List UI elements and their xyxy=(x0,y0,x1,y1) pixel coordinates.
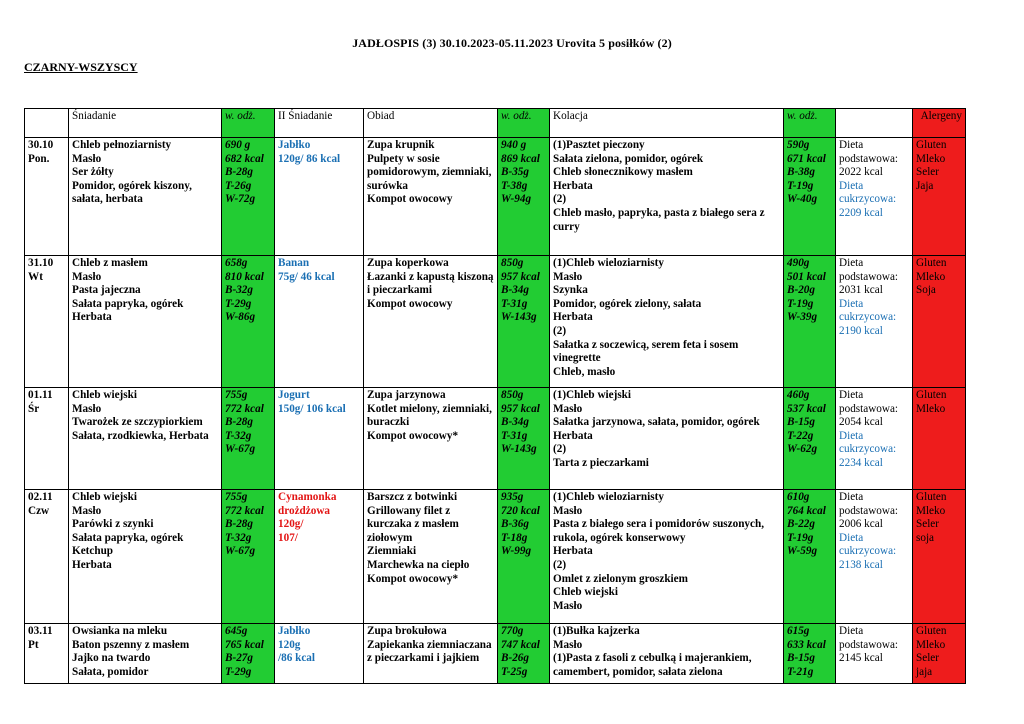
cell-line: Herbata xyxy=(553,179,593,192)
cell-line: 2209 kcal xyxy=(839,206,883,219)
cell-line: T-26g xyxy=(225,179,252,192)
cell-line: 633 kcal xyxy=(787,638,826,651)
cell-line: B-20g xyxy=(787,284,815,297)
cell-line: Pt xyxy=(28,638,39,651)
cell-line: T-29g xyxy=(225,665,252,678)
cell-line: 2031 kcal xyxy=(839,284,883,297)
cell-line: Masło xyxy=(72,270,102,283)
cell-line: (2) xyxy=(553,193,567,206)
cell-line: 770g xyxy=(501,625,524,637)
cell-line: 120g/ 86 kcal xyxy=(278,152,341,165)
cell-line: T-18g xyxy=(501,531,528,544)
lunch-cell xyxy=(364,388,498,490)
values-cell-1 xyxy=(222,490,275,624)
cell-line: Zupa brokułowa xyxy=(367,625,447,637)
cell-line: Jabłko xyxy=(278,139,311,151)
cell-line: /86 kcal xyxy=(278,652,315,665)
cell-line: 75g/ 46 kcal xyxy=(278,270,335,283)
header-values-1: w. odż. xyxy=(222,109,275,138)
cell-line: 755g xyxy=(225,491,248,503)
cell-line: Kompot owocowy* xyxy=(367,429,459,442)
cell-line: Chleb słonecznikowy masłem xyxy=(553,166,693,179)
cell-line: Jogurt xyxy=(278,389,310,401)
cell-line: 645g xyxy=(225,625,248,637)
cell-line: W-67g xyxy=(225,545,256,558)
cell-line: 720 kcal xyxy=(501,504,540,517)
cell-line: B-28g xyxy=(225,166,253,179)
cell-line: 2006 kcal xyxy=(839,518,883,531)
cell-line: Kompot owocowy xyxy=(367,297,453,310)
cell-line: Tarta z pieczarkami xyxy=(553,456,649,469)
cell-line: T-31g xyxy=(501,429,528,442)
cell-line: Chleb z masłem xyxy=(72,257,148,269)
lunch-cell xyxy=(364,256,498,388)
cell-line: Barszcz z botwinki xyxy=(367,491,458,503)
cell-line: Baton pszenny z masłem xyxy=(72,638,190,651)
values-cell-3 xyxy=(784,138,836,256)
diet-cell xyxy=(836,624,913,684)
breakfast-cell xyxy=(69,138,222,256)
cell-line: 772 kcal xyxy=(225,402,264,415)
cell-line: Masło xyxy=(72,504,102,517)
cell-line: Pomidor, ogórek kiszony, sałata, herbata xyxy=(72,179,195,206)
cell-line: Owsianka na mleku xyxy=(72,625,168,637)
cell-line: Gluten xyxy=(916,257,947,269)
day-cell xyxy=(25,388,69,490)
cell-line: 850g xyxy=(501,389,524,401)
cell-line: Cynamonka drożdżowa xyxy=(278,491,340,517)
allergens-cell xyxy=(913,256,966,388)
cell-line: Jaja xyxy=(916,179,934,192)
cell-line: 2145 kcal xyxy=(839,652,883,665)
cell-line: W-40g xyxy=(787,193,818,206)
cell-line: Twarożek ze szczypiorkiem xyxy=(72,416,203,429)
cell-line: Sałata, rzodkiewka, Herbata xyxy=(72,429,209,442)
cell-line: 610g xyxy=(787,491,810,503)
cell-line: W-99g xyxy=(501,545,532,558)
header-row xyxy=(25,109,966,138)
allergens-cell xyxy=(913,490,966,624)
values-cell-1 xyxy=(222,256,275,388)
second-breakfast-cell xyxy=(275,490,364,624)
cell-line: 850g xyxy=(501,257,524,269)
cell-line: 30.10 xyxy=(28,139,54,151)
cell-line: T-29g xyxy=(225,297,252,310)
cell-line: T-19g xyxy=(787,179,814,192)
allergens-cell xyxy=(913,138,966,256)
cell-line: W-67g xyxy=(225,443,256,456)
cell-line: 940 g xyxy=(501,139,527,151)
cell-line: 03.11 xyxy=(28,625,53,637)
cell-line: 2138 kcal xyxy=(839,558,883,571)
cell-line: Jajko na twardo xyxy=(72,652,151,665)
cell-line: (1)Chleb wieloziarnisty xyxy=(553,257,664,269)
values-cell-1 xyxy=(222,138,275,256)
cell-line: 957 kcal xyxy=(501,402,540,415)
dinner-cell xyxy=(550,388,784,490)
cell-line: 765 kcal xyxy=(225,638,264,651)
cell-line: Zupa koperkowa xyxy=(367,257,449,269)
values-cell-2 xyxy=(498,138,550,256)
breakfast-cell xyxy=(69,490,222,624)
header-dinner: Kolacja xyxy=(550,109,784,138)
cell-line: 31.10 xyxy=(28,257,54,269)
cell-line: (1)Pasztet pieczony xyxy=(553,139,645,151)
cell-line: 2190 kcal xyxy=(839,324,883,337)
day-cell xyxy=(25,138,69,256)
cell-line: B-15g xyxy=(787,652,815,665)
cell-line: Gluten xyxy=(916,139,947,151)
cell-line: 810 kcal xyxy=(225,270,264,283)
cell-line: Wt xyxy=(28,270,43,283)
cell-line: T-32g xyxy=(225,531,252,544)
cell-line: 682 kcal xyxy=(225,152,264,165)
dinner-cell xyxy=(550,490,784,624)
cell-line: 2054 kcal xyxy=(839,416,883,429)
cell-line: T-22g xyxy=(787,429,814,442)
cell-line: Jabłko xyxy=(278,625,311,637)
cell-line: Parówki z szynki xyxy=(72,518,154,531)
cell-line: Masło xyxy=(72,152,102,165)
cell-line: W-39g xyxy=(787,311,818,324)
values-cell-3 xyxy=(784,490,836,624)
lunch-cell xyxy=(364,138,498,256)
cell-line: 690 g xyxy=(225,139,251,151)
cell-line: W-62g xyxy=(787,443,818,456)
cell-line: B-15g xyxy=(787,416,815,429)
cell-line: Ketchup xyxy=(72,545,114,558)
cell-line: T-31g xyxy=(501,297,528,310)
table-row xyxy=(25,138,966,256)
cell-line: Mleko xyxy=(916,270,946,283)
cell-line: (1)Chleb wieloziarnisty xyxy=(553,491,664,503)
cell-line: T-38g xyxy=(501,179,528,192)
cell-line: Masło xyxy=(553,599,583,612)
cell-line: W-72g xyxy=(225,193,256,206)
diet-cell xyxy=(836,490,913,624)
breakfast-cell xyxy=(69,624,222,684)
cell-line: B-38g xyxy=(787,166,815,179)
cell-line: Ser żółty xyxy=(72,166,114,179)
cell-line: (2) xyxy=(553,324,567,337)
cell-line: Kompot owocowy* xyxy=(367,572,459,585)
cell-line: Pasta z białego sera i pomidorów suszonych, rukola, ogórek konserwowy xyxy=(553,518,767,544)
cell-line: Sałatka jarzynowa, sałata, pomidor, ogórek xyxy=(553,416,760,429)
cell-line: Gluten xyxy=(916,625,947,637)
cell-line: 590g xyxy=(787,139,810,151)
cell-line: 501 kcal xyxy=(787,270,826,283)
table-row xyxy=(25,256,966,388)
header-breakfast: Śniadanie xyxy=(69,109,222,138)
cell-line: Chleb wiejski xyxy=(553,586,618,599)
table-row xyxy=(25,490,966,624)
cell-line: Masło xyxy=(553,504,583,517)
cell-line: Banan xyxy=(278,257,310,269)
cell-line: 460g xyxy=(787,389,810,401)
cell-line: 2234 kcal xyxy=(839,456,883,469)
dinner-cell xyxy=(550,138,784,256)
cell-line: 764 kcal xyxy=(787,504,826,517)
table-row xyxy=(25,388,966,490)
cell-line: Mleko xyxy=(916,638,946,651)
cell-line: B-28g xyxy=(225,416,253,429)
cell-line: Mleko xyxy=(916,402,946,415)
cell-line: W-59g xyxy=(787,545,818,558)
cell-line: Mleko xyxy=(916,504,946,517)
cell-line: (1)Chleb wiejski xyxy=(553,389,632,401)
cell-line: 615g xyxy=(787,625,810,637)
cell-line: 02.11 xyxy=(28,491,53,503)
cell-line: T-19g xyxy=(787,297,814,310)
allergens-cell xyxy=(913,388,966,490)
cell-line: 537 kcal xyxy=(787,402,826,415)
cell-line: 01.11 xyxy=(28,389,53,401)
cell-line: 755g xyxy=(225,389,248,401)
cell-line: Herbata xyxy=(553,311,593,324)
values-cell-2 xyxy=(498,256,550,388)
cell-line: Łazanki z kapustą kiszoną i pieczarkami xyxy=(367,270,497,297)
values-cell-3 xyxy=(784,388,836,490)
cell-line: 957 kcal xyxy=(501,270,540,283)
day-cell xyxy=(25,490,69,624)
cell-line: W-94g xyxy=(501,193,532,206)
cell-line: Dieta cukrzycowa: xyxy=(839,297,897,324)
cell-line: Zupa krupnik xyxy=(367,139,435,151)
cell-line: Chleb, masło xyxy=(553,365,616,378)
cell-line: Seler xyxy=(916,166,939,179)
cell-line: Masło xyxy=(553,402,583,415)
lunch-cell xyxy=(364,490,498,624)
second-breakfast-cell xyxy=(275,388,364,490)
cell-line: Szynka xyxy=(553,284,588,297)
cell-line: Dieta podstawowa: xyxy=(839,257,899,283)
cell-line: Kotlet mielony, ziemniaki, buraczki xyxy=(367,402,495,429)
cell-line: B-26g xyxy=(501,652,529,665)
breakfast-cell xyxy=(69,256,222,388)
cell-line: Chleb masło, papryka, pasta z białego sera z curry xyxy=(553,206,768,233)
cell-line: Dieta cukrzycowa: xyxy=(839,531,897,558)
values-cell-2 xyxy=(498,490,550,624)
cell-line: Masło xyxy=(72,402,102,415)
cell-line: Pulpety w sosie pomidorowym, ziemniaki, surówka xyxy=(367,152,495,192)
cell-line: 869 kcal xyxy=(501,152,540,165)
header-day xyxy=(25,109,69,138)
second-breakfast-cell xyxy=(275,256,364,388)
cell-line: B-34g xyxy=(501,416,529,429)
cell-line: Omlet z zielonym groszkiem xyxy=(553,572,688,585)
cell-line: Marchewka na ciepło xyxy=(367,558,470,571)
cell-line: W-86g xyxy=(225,311,256,324)
cell-line: B-36g xyxy=(501,518,529,531)
cell-line: Gluten xyxy=(916,491,947,503)
cell-line: B-32g xyxy=(225,284,253,297)
cell-line: Dieta podstawowa: xyxy=(839,625,899,651)
cell-line: Seler xyxy=(916,652,939,665)
cell-line: 150g/ 106 kcal xyxy=(278,402,346,415)
table-row xyxy=(25,624,966,684)
cell-line: Chleb pełnoziarnisty xyxy=(72,139,172,151)
cell-line: (1)Pasta z fasoli z cebulką i majerankiem, camembert, pomidor, sałata zielona xyxy=(553,652,755,678)
diet-cell xyxy=(836,138,913,256)
values-cell-2 xyxy=(498,624,550,684)
cell-line: 107/ xyxy=(278,531,298,544)
cell-line: Śr xyxy=(28,402,40,415)
cell-line: Sałata, pomidor xyxy=(72,665,149,678)
cell-line: Herbata xyxy=(553,545,593,558)
breakfast-cell xyxy=(69,388,222,490)
cell-line: Chleb wiejski xyxy=(72,389,137,401)
cell-line: (2) xyxy=(553,558,567,571)
cell-line: soja xyxy=(916,531,935,544)
cell-line: Sałata papryka, ogórek xyxy=(72,531,184,544)
cell-line: 658g xyxy=(225,257,248,269)
cell-line: Sałata zielona, pomidor, ogórek xyxy=(553,152,704,165)
cell-line: Herbata xyxy=(553,429,593,442)
cell-line: (2) xyxy=(553,443,567,456)
cell-line: Herbata xyxy=(72,311,112,324)
cell-line: Sałatka z soczewicą, serem feta i sosem vinegrette xyxy=(553,338,742,365)
cell-line: Dieta podstawowa: xyxy=(839,491,899,517)
cell-line: Dieta cukrzycowa: xyxy=(839,179,897,206)
cell-line: 747 kcal xyxy=(501,638,540,651)
cell-line: 671 kcal xyxy=(787,152,826,165)
cell-line: Czw xyxy=(28,504,50,517)
cell-line: B-22g xyxy=(787,518,815,531)
cell-line: 935g xyxy=(501,491,524,503)
lunch-cell xyxy=(364,624,498,684)
values-cell-3 xyxy=(784,256,836,388)
values-cell-1 xyxy=(222,388,275,490)
cell-line: B-28g xyxy=(225,518,253,531)
second-breakfast-cell xyxy=(275,138,364,256)
cell-line: Chleb wiejski xyxy=(72,491,137,503)
cell-line: 772 kcal xyxy=(225,504,264,517)
cell-line: Herbata xyxy=(72,558,112,571)
day-cell xyxy=(25,256,69,388)
cell-line: Mleko xyxy=(916,152,946,165)
cell-line: Dieta cukrzycowa: xyxy=(839,429,897,456)
header-values-3: w. odż. xyxy=(784,109,836,138)
dinner-cell xyxy=(550,624,784,684)
cell-line: Pon. xyxy=(28,152,50,165)
values-cell-2 xyxy=(498,388,550,490)
cell-line: Zupa jarzynowa xyxy=(367,389,446,401)
cell-line: Masło xyxy=(553,638,583,651)
cell-line: jaja xyxy=(916,665,933,678)
dinner-cell xyxy=(550,256,784,388)
header-allergens: Alergeny xyxy=(913,109,966,138)
cell-line: T-32g xyxy=(225,429,252,442)
second-breakfast-cell xyxy=(275,624,364,684)
header-diet xyxy=(836,109,913,138)
allergens-cell xyxy=(913,624,966,684)
cell-line: T-19g xyxy=(787,531,814,544)
cell-line: T-25g xyxy=(501,665,528,678)
cell-line: Dieta podstawowa: xyxy=(839,139,899,165)
page-title: JADŁOSPIS (3) 30.10.2023-05.11.2023 Urovita 5 posiłków (2) xyxy=(352,36,672,50)
diet-cell xyxy=(836,256,913,388)
page-subtitle: CZARNY-WSZYSCY xyxy=(24,60,138,74)
cell-line: Zapiekanka ziemniaczana z pieczarkami i jajkiem xyxy=(367,638,495,665)
diet-cell xyxy=(836,388,913,490)
cell-line: Ziemniaki xyxy=(367,545,417,558)
cell-line: Dieta podstawowa: xyxy=(839,389,899,415)
header-values-2: w. odż. xyxy=(498,109,550,138)
menu-table xyxy=(24,108,966,684)
day-cell xyxy=(25,624,69,684)
cell-line: W-143g xyxy=(501,443,537,456)
cell-line: Soja xyxy=(916,284,936,297)
cell-line: Pasta jajeczna xyxy=(72,284,141,297)
cell-line: 490g xyxy=(787,257,810,269)
cell-line: 120g xyxy=(278,638,301,651)
cell-line: Pomidor, ogórek zielony, sałata xyxy=(553,297,702,310)
cell-line: B-34g xyxy=(501,284,529,297)
cell-line: T-21g xyxy=(787,665,814,678)
cell-line: Seler xyxy=(916,518,939,531)
values-cell-1 xyxy=(222,624,275,684)
header-lunch: Obiad xyxy=(364,109,498,138)
cell-line: W-143g xyxy=(501,311,537,324)
cell-line: Sałata papryka, ogórek xyxy=(72,297,184,310)
cell-line: Gluten xyxy=(916,389,947,401)
cell-line: 120g/ xyxy=(278,518,304,531)
cell-line: Grillowany filet z kurczaka z masłem ziołowym xyxy=(367,504,462,544)
cell-line: Kompot owocowy xyxy=(367,193,453,206)
cell-line: B-35g xyxy=(501,166,529,179)
header-second-breakfast: II Śniadanie xyxy=(275,109,364,138)
cell-line: (1)Bułka kajzerka xyxy=(553,625,640,637)
cell-line: B-27g xyxy=(225,652,253,665)
cell-line: 2022 kcal xyxy=(839,166,883,179)
cell-line: Masło xyxy=(553,270,583,283)
values-cell-3 xyxy=(784,624,836,684)
